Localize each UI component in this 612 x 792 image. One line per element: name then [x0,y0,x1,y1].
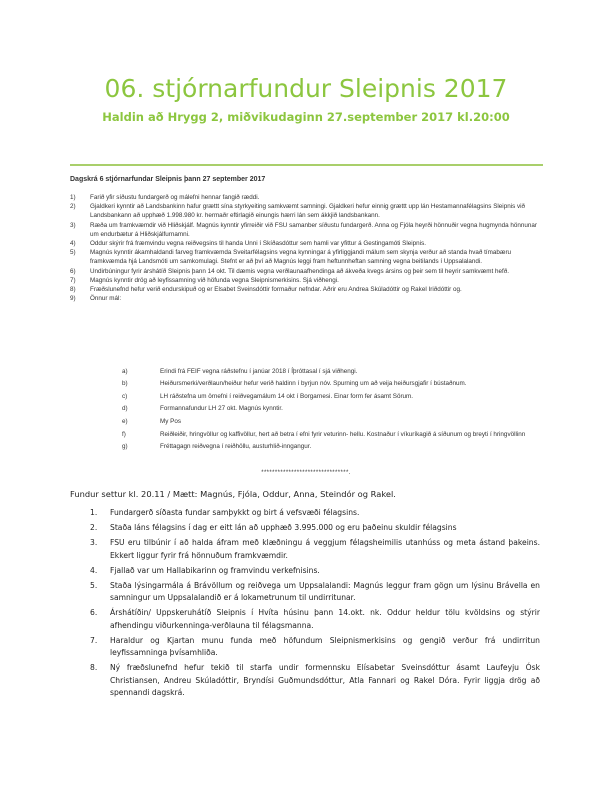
agenda-item [70,267,540,276]
other-matter-text: LH ráðstefna um örnefni í reiðvegamálum 14 okt í Borgarnesi. Einar form fer ásamt Sörum. [160,392,414,400]
agenda-item [70,248,540,266]
agenda-item-number: 1) [70,194,76,201]
minutes-item-number: 8. [90,663,98,672]
minutes-item [90,662,540,700]
other-matter-letter: f) [122,431,126,439]
minutes-item-text: Fundargerð síðasta fundar samþykkt og birt á vefsvæði félagsins. [110,508,360,517]
agenda-item-number: 2) [70,203,76,211]
agenda-item [70,202,540,220]
agenda-item-text: Fræðslunefnd hefur verið endurskipuð og er Elsabet Sveinsdóttir formaður nefndar. Aðrir eru Andrea Skúladóttir og Rakel Iriðdóttir og. [90,286,462,294]
agenda-item-number: 5) [70,249,76,257]
section-separator: ********************************. [261,470,351,476]
other-matter-text: My Pos [160,417,181,425]
other-matter-item [70,403,540,415]
minutes-item [90,565,540,578]
page-subtitle: Haldin að Hrygg 2, miðvikudaginn 27.september 2017 kl.20:00 [102,110,510,124]
agenda-item [70,294,540,303]
other-matter-text: Formannafundur LH 27 okt. Magnús kynntir. [160,405,283,413]
minutes-item-text: Staða láns félagsins í dag er eitt lán að upphæð 3.995.000 og eru þaðeinu skuldir félagsins [110,523,457,532]
other-matter-text: Reiðleiðir, hringvöllur og kaffivöllur, hert að betra í efni fyrir veturinn- hellu. Kostnaður í víkuríkagið á síðunum og breyti í hringvöllinn [160,431,526,439]
agenda-item-text: Magnús kynntir ákamhaldandi farveg framkvæmda Sveitarfélagsins vegna kynningar á yfirliggjandi málum sem skynja verður að standa hvað tímabæru framkvæmda hjá Landsmóti um samkomulagi. Stefnt er að því að Magnús leggi fram heftunnheftan samning vegna beitilands í Uppsalalandi. [90,249,512,266]
other-matter-item [70,441,540,453]
minutes-item [90,580,540,605]
agenda-item-number: 3) [70,221,76,229]
other-matter-item [70,416,540,428]
minutes-item-number: 1. [90,508,98,517]
minutes-item [90,507,540,520]
other-matter-item [70,430,540,439]
minutes-item-number: 3. [90,538,98,547]
other-matter-item [70,366,540,378]
agenda-item [70,193,540,202]
agenda-item-text: Oddur skýrir frá fræmvindu vegna reiðvegsins til handa Unni í Skíðasdóttur sem hamli var yfittur á Gestingamóti Sleipnis. [90,240,426,248]
agenda-item [70,285,540,294]
agenda-item [70,276,540,285]
agenda-item-text: Magnús kynntir drög að leyfissamning við höfunda vegna Sleipnismerkisins. Sjá viðhengi. [90,276,339,284]
agenda-item-text: Farið yfir síðustu fundargerð og málefni hennar fangið ræddi. [90,194,260,201]
agenda-item [70,221,540,239]
minutes-item-number: 6. [90,608,98,617]
other-matter-letter: d) [122,405,128,413]
other-matter-letter: g) [122,443,128,451]
agenda-item-number: 7) [70,276,76,284]
other-matter-item [70,391,540,403]
minutes-item-text: Haraldur og Kjartan munu funda með höfundum Sleipnismerkisins og gengið verður frá undirritun leyfissamninga þvísamhliða. [110,635,540,657]
agenda-item [70,239,540,248]
horizontal-divider [70,164,543,166]
other-matter-text: Heiðursmerki/verðlaun/heiður hefur verið haldinn í byrjun nóv. Spurning um að veija heiðursgjafir í bústaðnum. [160,380,467,388]
minutes-item-number: 4. [90,565,98,575]
minutes-item [90,522,540,535]
other-matter-letter: a) [122,368,128,375]
minutes-item-text: Staða lýsingarmála á Brávöllum og reiðvega um Uppsalalandi: Magnús leggur fram gögn um lýsinu Brávella en samningur um Uppsalalandið er á lokametrunum til undirritunar. [110,580,540,602]
other-matter-text: Fréttagagn reiðvegna í reiðhöllu, austurhlið-inngangur. [160,443,312,451]
agenda-heading: Dagskrá 6 stjórnarfundar Sleipnis þann 27 september 2017 [70,176,266,183]
minutes-item-number: 7. [90,635,98,645]
agenda-item-text: Ræða um framkvæmdir við Hliðskjálf. Magnús kynntir yfirreiðir við FSU samanber síðustu fundargerð. Anna og Fjóla heyrði hönnuðir vegna hugmynda hönnunar um endurbætur á Hliðskjálfurnamni. [90,221,537,238]
agenda-item-number: 9) [70,295,76,303]
minutes-item [90,607,540,632]
agenda-item-number: 6) [70,267,76,275]
minutes-item-text: Árshátíðin/ Uppskeruhátíð Sleipnis í Hvíta húsinu þann 14.okt. nk. Oddur heldur tölu kvöldsins og stýrir afhendingu viðurkenninga-verðlauna til félagsmanna. [110,608,540,630]
minutes-item [90,635,540,660]
minutes-item-text: FSU eru tilbúnir í að halda áfram með klæðningu á veggjum félagsheimilis utanhúss og meta ástand þakeins. Ekkert liggur fyrir frá hönnuðum framkvæmdir. [110,538,540,560]
other-matter-item [70,378,540,390]
other-matter-text: Erindi frá FEIF vegna ráðstefnu í janúar 2018 í Íþróttasal í sjá viðhengi. [160,368,358,375]
minutes-item-number: 2. [90,523,98,532]
minutes-item-text: Fjallað var um Hallabikarinn og framvindu verkefnisins. [110,565,320,575]
other-matters-list [70,366,540,453]
agenda-list [70,193,540,303]
minutes-list [90,507,540,702]
minutes-item-text: Ný fræðslunefnd hefur tekið til starfa undir formennsku Elísabetar Sveinsdóttur ásamt Laufeyju Ósk Christiansen, Andreu Skúladóttir, Bryndísi Guðmundsdóttur, Atla Fannari og Rakel Dóra. Fyrir liggja drög að spennandi dagskrá. [110,663,540,697]
agenda-item-text: Undirbúningur fyrir árshátíð Sleipnis þann 14 okt. Til dæmis vegna verðlaunaafhendinga að ákveða kvegs ársins og þeir sem til heyrir samkvæmt hefð. [90,267,509,275]
minutes-item-number: 5. [90,580,98,590]
agenda-item-number: 8) [70,286,76,294]
agenda-item-text: Önnur mál: [90,295,122,303]
other-matter-letter: e) [122,417,128,425]
page-title: 06. stjórnarfundur Sleipnis 2017 [104,74,508,103]
other-matter-letter: c) [122,392,128,400]
minutes-item [90,537,540,562]
meeting-attendance: Fundur settur kl. 20.11 / Mætt: Magnús, Fjóla, Oddur, Anna, Steindór og Rakel. [70,489,396,499]
agenda-item-text: Gjaldkeri kynntir að Landsbankinn hafur grættt sína styrkyeiting samkvæmt samningi. Gjaldkeri hefur einnig grættt upp lán Hestamannafélagsins Sleipnis við Landsbankann að upphæð 1.998.980 kr. hermaðr eftirlagið einungis hærri lán sem ákkjið landsbankann. [90,203,526,220]
other-matter-letter: b) [122,380,128,388]
agenda-item-number: 4) [70,240,76,248]
